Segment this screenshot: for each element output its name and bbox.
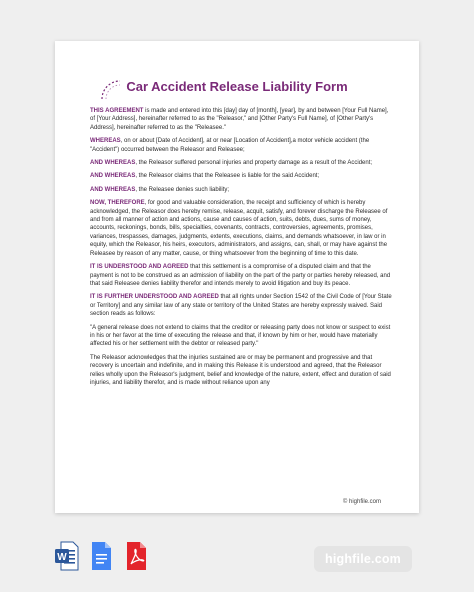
- pdf-file-icon[interactable]: [124, 540, 149, 572]
- document-paragraph: [90, 159, 394, 167]
- word-icon-letter: W: [57, 552, 67, 563]
- document-paragraph: [90, 172, 394, 180]
- document-page: [55, 41, 419, 513]
- clause-text: that all rights under Section 1542 of the Civil Code of [Your State or Territory] and any similar law of any state or territory of the United States are hereby expressly waived. Said section reads as follows:: [90, 294, 392, 318]
- document-paragraph: [90, 293, 394, 318]
- clause-text: , the Releasor suffered personal injuries and property damage as a result of the Accident;: [135, 160, 373, 167]
- clause-text: is made and entered into this [day] day of [month], [year], by and between [Your Full Name], of [Your Address], hereinafter referred to as the "Releasor," and [Other Party's Full Name], of [Other Party's Address], hereinafter referred to as the "Releasee.": [90, 108, 389, 131]
- document-paragraph: [90, 354, 394, 388]
- clause-text: , for good and valuable consideration, the receipt and sufficiency of which is hereby acknowledged, the Releasor does hereby remise, release, acquit, satisfy, and forever discharge the Releasee of and from all manner of action and actions, cause and causes of action, suits, debts, dues, sums of money, accounts, reckonings, bonds, bills, specialties, covenants, contracts, controversies, agreements, promises, variances, trespasses, damages, judgments, extents, executions, claims, and demands whatsoever, in law or in equity, which the Releasor, his heirs, executors, administrators, and assigns, can, shall, or may have against the Releasee by reason of any matter, cause, or thing whatsoever from the beginning of time to this date.: [90, 200, 388, 257]
- copyright-credit: © highfile.com: [342, 499, 381, 505]
- clause-keyword: AND WHEREAS: [90, 160, 136, 167]
- word-file-icon[interactable]: [54, 540, 79, 572]
- document-paragraph: [90, 199, 394, 258]
- google-docs-icon[interactable]: [89, 540, 114, 572]
- clause-text: , the Releasee denies such liability;: [135, 186, 230, 193]
- clause-keyword: WHEREAS: [90, 138, 121, 145]
- document-body: [90, 107, 394, 392]
- clause-keyword: IT IS UNDERSTOOD AND AGREED: [90, 264, 189, 271]
- document-paragraph: [90, 324, 394, 349]
- clause-text: , the Releasor claims that the Releasee is liable for the said Accident;: [135, 173, 320, 180]
- clause-text: that this settlement is a compromise of a disputed claim and that the payment is not to be construed as an admission of liability on the part of the party or parties hereby released, and that said Releasee denies liability therefor and intends merely to avoid litigation and buy its peace.: [90, 264, 391, 287]
- document-paragraph: [90, 186, 394, 194]
- document-paragraph: [90, 107, 394, 132]
- clause-keyword: AND WHEREAS: [90, 173, 136, 180]
- clause-text: , on or about [Date of Accident], at or near [Location of Accident],a motor vehicle accident (the "Accident") occurred between the Releasor and Releasee;: [90, 138, 370, 153]
- clause-text: The Releasor acknowledges that the injuries sustained are or may be permanent and progressive and that recovery is uncertain and indefinite, and in making this Release it is understood and agreed, that the Releasor relies wholly upon the Releasor's judgment, belief and knowledge of the nature, extent, effect and duration of said injuries, and liability therefor, and is made without reliance upon any: [90, 354, 391, 386]
- clause-text: "A general release does not extend to claims that the creditor or releasing party does not know or suspect to exist in his or her favor at the time of executing the release and that, if known by him or her, would have materially affected his or her settlement with the debtor or released party.": [90, 324, 391, 348]
- brand-badge[interactable]: highfile.com: [314, 546, 412, 572]
- document-title: Car Accident Release Liability Form: [126, 79, 348, 94]
- document-paragraph: [90, 263, 394, 288]
- clause-keyword: AND WHEREAS: [90, 186, 136, 193]
- document-paragraph: [90, 137, 394, 154]
- clause-keyword: THIS AGREEMENT: [90, 108, 144, 114]
- format-icons: [54, 540, 149, 574]
- clause-keyword: NOW, THEREFORE: [90, 200, 145, 207]
- clause-keyword: IT IS FURTHER UNDERSTOOD AND AGREED: [90, 294, 219, 301]
